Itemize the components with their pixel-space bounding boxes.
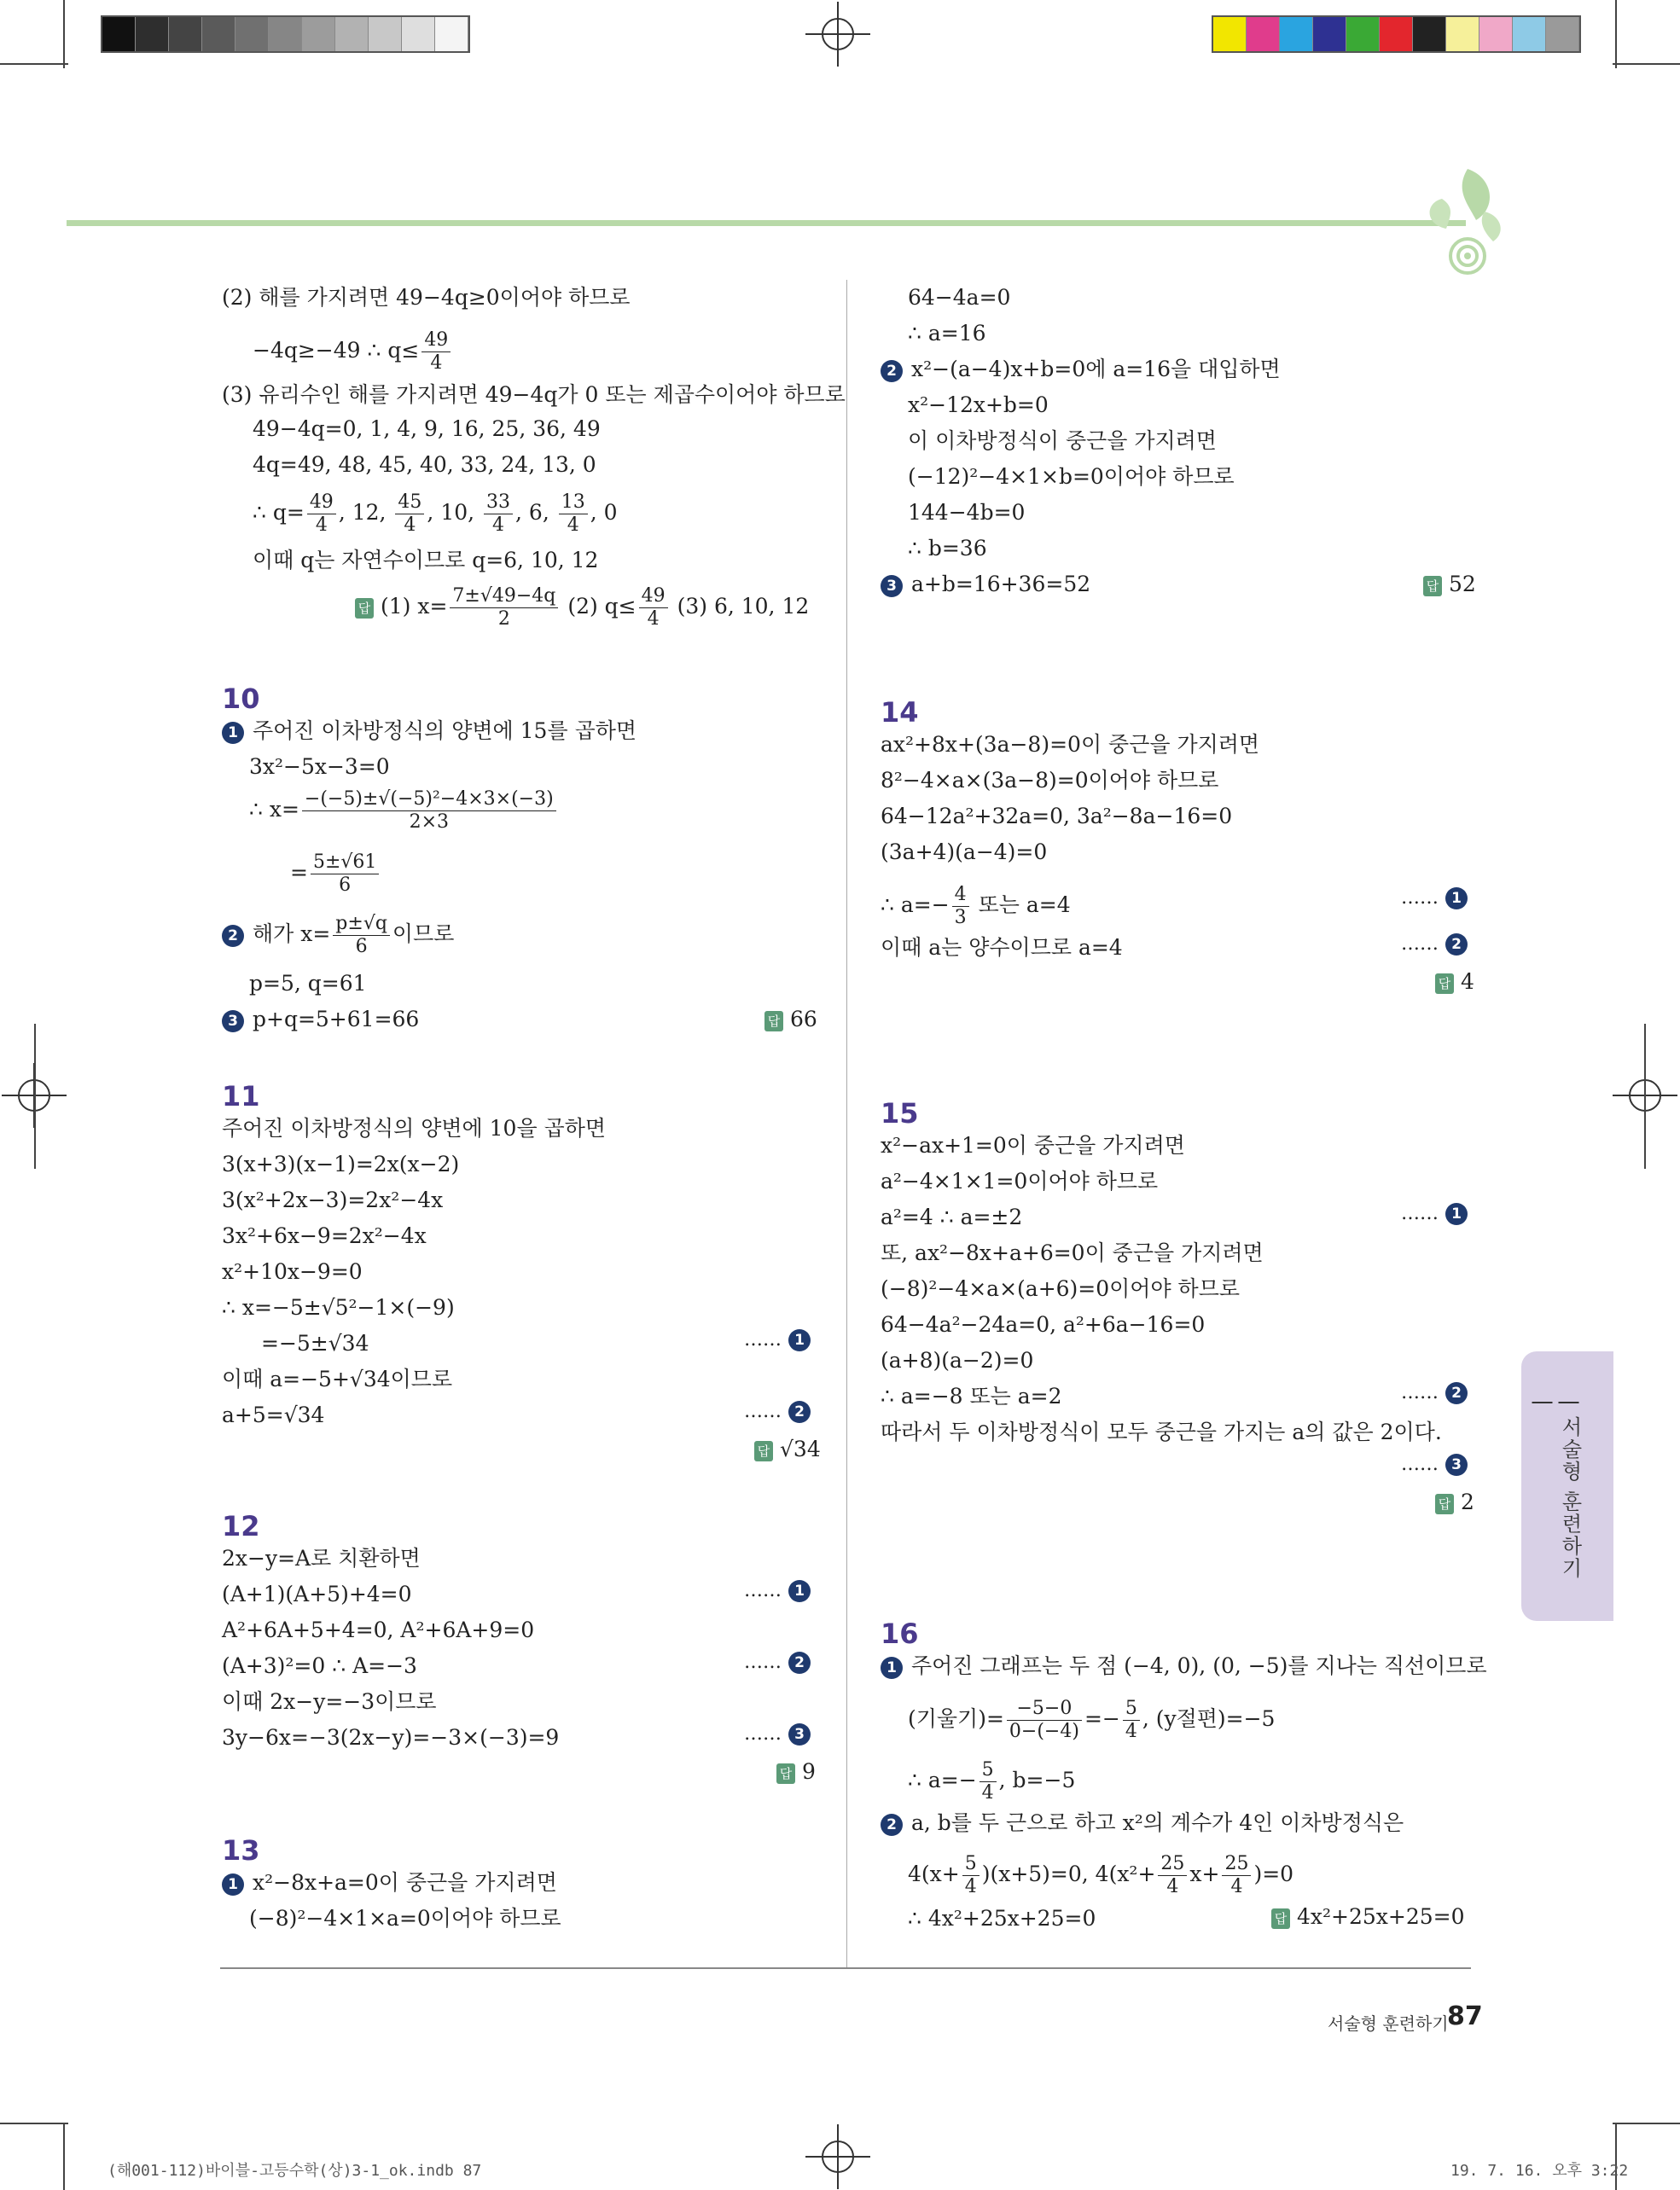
text-line <box>222 1005 419 1034</box>
color-swatch <box>335 17 369 51</box>
fraction-denominator: 4 <box>315 514 328 536</box>
fraction-denominator: 3 <box>954 907 967 928</box>
crop-mark <box>0 2123 68 2124</box>
step-marker <box>1401 1454 1468 1476</box>
color-swatch <box>1247 17 1280 51</box>
fraction-denominator: 4 <box>1166 1876 1179 1897</box>
text-span: 해가 x= <box>253 921 331 946</box>
text-line: x²−ax+1=0이 중근을 가지려면 <box>881 1133 1185 1158</box>
answer-value: √34 <box>780 1437 821 1461</box>
text-line <box>881 570 1090 599</box>
text-span: 4(x+ <box>908 1862 960 1886</box>
text-line: ∴ 4x²+25x+25=0 <box>908 1906 1096 1931</box>
text-line: 4q=49, 48, 45, 40, 33, 24, 13, 0 <box>253 452 596 477</box>
text-line: 64−12a²+32a=0, 3a²−8a−16=0 <box>881 804 1233 828</box>
answer-icon: 답 <box>776 1763 795 1784</box>
text-line: 64−4a=0 <box>908 285 1011 310</box>
step-marker <box>744 1580 811 1602</box>
color-swatch <box>435 17 468 51</box>
fraction-denominator: 2 <box>497 608 510 630</box>
dots: …… <box>744 1401 782 1422</box>
fraction-numerator: 5±√61 <box>311 851 379 874</box>
text-line <box>881 884 1071 929</box>
fraction-denominator: 6 <box>339 874 352 896</box>
answer-value: 4 <box>1461 969 1474 994</box>
step-badge: 2 <box>788 1652 811 1674</box>
fraction-denominator: 2×3 <box>409 811 450 833</box>
dots: …… <box>744 1580 782 1601</box>
fraction <box>450 585 558 630</box>
text-span: x²−(a−4)x+b=0에 a=16을 대입하면 <box>911 357 1281 381</box>
step-marker <box>744 1401 811 1423</box>
answer-value: 4x²+25x+25=0 <box>1297 1904 1465 1929</box>
text-line: x²+10x−9=0 <box>222 1259 363 1284</box>
text-span: (2) q≤ <box>561 594 637 619</box>
fraction-numerator: 5 <box>1123 1698 1140 1721</box>
text-line: a+5=√34 <box>222 1403 325 1427</box>
step-marker <box>1401 887 1468 909</box>
text-span: )(x+5)=0, 4(x²+ <box>981 1862 1156 1886</box>
text-line: (−8)²−4×1×a=0이어야 하므로 <box>249 1906 561 1931</box>
dots: …… <box>744 1652 782 1673</box>
step-badge: 2 <box>1445 1382 1468 1404</box>
text-span: =− <box>1084 1706 1120 1731</box>
problem-number: 13 <box>222 1834 260 1867</box>
text-span: 주어진 그래프는 두 점 (−4, 0), (0, −5)를 지나는 직선이므로 <box>911 1653 1487 1678</box>
problem-number: 10 <box>222 683 260 715</box>
answer-icon: 답 <box>355 598 374 619</box>
answer-line <box>1435 969 1474 994</box>
text-line: ∴ a=−8 또는 a=2 <box>881 1384 1062 1409</box>
fraction <box>980 1759 997 1804</box>
text-line <box>290 851 381 897</box>
column-divider <box>846 280 847 1969</box>
problem-number: 16 <box>881 1618 919 1650</box>
text-line <box>881 1652 1487 1681</box>
answer-icon: 답 <box>764 1011 783 1031</box>
text-line: 따라서 두 이차방정식이 모두 중근을 가지는 a의 값은 2이다. <box>881 1420 1442 1444</box>
color-swatch <box>202 17 235 51</box>
fraction <box>395 491 424 537</box>
text-line: 이때 q는 자연수이므로 q=6, 10, 12 <box>253 548 599 572</box>
color-swatch <box>1479 17 1513 51</box>
slug-date: 19. 7. 16. 오후 3:22 <box>1450 2162 1629 2180</box>
fraction <box>1123 1698 1140 1743</box>
step-badge: 2 <box>1445 933 1468 956</box>
fraction-numerator: p±√q <box>333 913 390 936</box>
color-swatch <box>169 17 202 51</box>
fraction <box>302 788 556 834</box>
fraction-denominator: 4 <box>492 514 505 536</box>
step-badge: 1 <box>222 1873 244 1896</box>
grayscale-color-bar <box>101 15 470 53</box>
fraction-numerator: 33 <box>484 491 513 514</box>
footer-rule <box>220 1967 1471 1969</box>
text-line: 이때 a=−5+√34이므로 <box>222 1367 453 1391</box>
text-span: a, b를 두 근으로 하고 x²의 계수가 4인 이차방정식은 <box>911 1810 1404 1835</box>
fraction <box>307 491 336 537</box>
fraction-numerator: 49 <box>307 491 336 514</box>
text-line <box>222 913 454 958</box>
text-line: 주어진 이차방정식의 양변에 10을 곱하면 <box>222 1116 606 1141</box>
fraction-numerator: 7±√49−4q <box>450 585 558 608</box>
answer-line <box>355 585 809 630</box>
text-line: (2) 해를 가지려면 49−4q≥0이어야 하므로 <box>222 285 631 310</box>
answer-icon: 답 <box>1271 1908 1290 1929</box>
text-line: 49−4q=0, 1, 4, 9, 16, 25, 36, 49 <box>253 416 601 441</box>
text-line: ax²+8x+(3a−8)=0이 중근을 가지려면 <box>881 732 1260 757</box>
crop-mark <box>1613 2123 1680 2124</box>
step-badge: 1 <box>788 1329 811 1351</box>
text-line: x²−12x+b=0 <box>908 392 1049 417</box>
step-marker <box>744 1329 811 1351</box>
fraction-numerator: 25 <box>1158 1853 1187 1876</box>
text-line: 3(x²+2x−3)=2x²−4x <box>222 1188 444 1212</box>
step-badge: 3 <box>881 575 903 597</box>
crop-mark <box>63 0 65 68</box>
text-span: 주어진 이차방정식의 양변에 15를 곱하면 <box>253 718 637 743</box>
color-swatch <box>1413 17 1446 51</box>
text-line: a²=4 ∴ a=±2 <box>881 1205 1023 1229</box>
text-span: ∴ a=− <box>908 1768 977 1792</box>
answer-value: 66 <box>790 1007 817 1031</box>
text-span: ∴ a=− <box>881 892 950 917</box>
chapter-side-tab-label: | 서술형 훈련하기 | <box>1532 1399 1582 1580</box>
fraction-numerator: −5−0 <box>1007 1698 1082 1721</box>
text-line: (3) 유리수인 해를 가지려면 49−4q가 0 또는 제곱수이어야 하므로 <box>222 382 846 407</box>
side-crop-mark <box>1644 1024 1646 1169</box>
text-span: , b=−5 <box>998 1768 1076 1792</box>
process-color-bar <box>1212 15 1581 53</box>
step-badge: 2 <box>881 1814 903 1836</box>
text-line: (−8)²−4×a×(a+6)=0이어야 하므로 <box>881 1276 1240 1301</box>
color-swatch <box>402 17 435 51</box>
fraction-denominator: 4 <box>567 514 579 536</box>
fraction-numerator: 49 <box>639 585 668 608</box>
answer-icon: 답 <box>754 1441 773 1461</box>
fraction <box>952 884 969 929</box>
text-line: ∴ x=−5±√5²−1×(−9) <box>222 1295 455 1320</box>
color-swatch <box>1346 17 1380 51</box>
text-line: (−12)²−4×1×b=0이어야 하므로 <box>908 464 1235 489</box>
dots: …… <box>744 1329 782 1351</box>
fraction-denominator: 4 <box>404 514 416 536</box>
step-badge: 2 <box>222 925 244 947</box>
problem-number: 11 <box>222 1080 260 1112</box>
text-span: −4q≥−49 ∴ q≤ <box>253 338 420 363</box>
text-line <box>249 788 559 834</box>
color-swatch <box>235 17 269 51</box>
step-badge: 3 <box>788 1723 811 1746</box>
text-span: 이므로 <box>392 921 455 946</box>
answer-icon: 답 <box>1423 576 1442 596</box>
fraction <box>333 913 390 958</box>
text-span: p+q=5+61=66 <box>253 1007 420 1031</box>
problem-number: 14 <box>881 696 919 729</box>
step-marker <box>744 1652 811 1674</box>
fraction-numerator: 4 <box>952 884 969 907</box>
text-line <box>222 1868 557 1897</box>
text-line: (3a+4)(a−4)=0 <box>881 839 1048 864</box>
text-line <box>908 1698 1275 1743</box>
problem-number: 12 <box>222 1510 260 1542</box>
fraction-denominator: 0−(−4) <box>1009 1721 1079 1742</box>
text-span: , 0 <box>590 500 618 525</box>
crop-mark <box>0 63 68 65</box>
leaf-swirl-icon <box>1416 160 1510 280</box>
text-span: = <box>290 860 308 885</box>
step-badge: 1 <box>881 1657 903 1679</box>
text-span: (3) 6, 10, 12 <box>670 594 810 619</box>
answer-value: 52 <box>1449 572 1476 596</box>
color-swatch <box>1546 17 1579 51</box>
fraction <box>1158 1853 1187 1898</box>
text-span: )=0 <box>1253 1862 1294 1886</box>
fraction-denominator: 4 <box>1230 1876 1243 1897</box>
text-line <box>881 355 1281 384</box>
text-line: 3x²−5x−3=0 <box>249 754 390 779</box>
text-line: 2x−y=A로 치환하면 <box>222 1546 421 1571</box>
text-span: ∴ x= <box>249 797 299 822</box>
answer-line <box>1435 1490 1474 1514</box>
step-badge: 1 <box>1445 887 1468 909</box>
text-line: 3x²+6x−9=2x²−4x <box>222 1223 427 1248</box>
fraction-denominator: 4 <box>964 1876 977 1897</box>
text-line: (a+8)(a−2)=0 <box>881 1348 1034 1373</box>
answer-line <box>1423 572 1476 596</box>
step-marker <box>1401 1203 1468 1225</box>
color-swatch <box>1313 17 1346 51</box>
color-swatch <box>269 17 302 51</box>
color-swatch <box>1380 17 1413 51</box>
answer-icon: 답 <box>1435 1494 1454 1514</box>
text-line: 144−4b=0 <box>908 500 1026 525</box>
text-line <box>881 1809 1404 1838</box>
text-line <box>253 491 618 537</box>
fraction <box>421 329 451 375</box>
color-swatch <box>369 17 402 51</box>
step-marker <box>744 1723 811 1746</box>
text-line: 3y−6x=−3(2x−y)=−3×(−3)=9 <box>222 1725 560 1750</box>
color-swatch <box>1280 17 1313 51</box>
text-line: A²+6A+5+4=0, A²+6A+9=0 <box>222 1618 535 1642</box>
text-span: 또는 a=4 <box>971 892 1071 917</box>
side-crop-mark <box>34 1024 36 1169</box>
crop-mark <box>1615 0 1617 68</box>
text-line <box>222 717 637 746</box>
text-span: x²−8x+a=0이 중근을 가지려면 <box>253 1870 557 1895</box>
fraction-denominator: 4 <box>981 1782 994 1804</box>
text-span: (기울기)= <box>908 1706 1004 1731</box>
registration-mark-icon <box>805 2 870 67</box>
fraction-numerator: 45 <box>395 491 424 514</box>
step-marker <box>1401 933 1468 956</box>
color-swatch <box>1446 17 1479 51</box>
footer-label: 서술형 훈련하기 <box>1328 2013 1449 2034</box>
text-line: (A+3)²=0 ∴ A=−3 <box>222 1653 417 1678</box>
color-swatch <box>1213 17 1247 51</box>
text-span: (1) x= <box>381 594 448 619</box>
step-badge: 1 <box>788 1580 811 1602</box>
fraction <box>559 491 588 537</box>
text-line: 이 이차방정식이 중근을 가지려면 <box>908 428 1217 453</box>
fraction <box>1222 1853 1251 1898</box>
step-badge: 1 <box>222 722 244 744</box>
fraction-numerator: 25 <box>1222 1853 1251 1876</box>
step-badge: 3 <box>1445 1454 1468 1476</box>
text-span: , 12, <box>338 500 393 525</box>
color-swatch <box>102 17 136 51</box>
answer-line <box>764 1007 817 1031</box>
text-line <box>253 329 453 375</box>
answer-line <box>1271 1904 1465 1929</box>
text-line: a²−4×1×1=0이어야 하므로 <box>881 1169 1159 1194</box>
crop-mark <box>1613 63 1680 65</box>
step-badge: 2 <box>788 1401 811 1423</box>
problem-number: 15 <box>881 1097 919 1130</box>
header-rule <box>67 220 1466 226</box>
color-swatch <box>1513 17 1546 51</box>
text-span: a+b=16+36=52 <box>911 572 1091 596</box>
fraction <box>962 1853 980 1898</box>
text-line: ∴ a=16 <box>908 321 986 346</box>
fraction <box>639 585 668 630</box>
step-marker <box>1401 1382 1468 1404</box>
text-span: , (y절편)=−5 <box>1142 1706 1276 1731</box>
text-line: 이때 a는 양수이므로 a=4 <box>881 935 1123 960</box>
fraction-denominator: 6 <box>355 936 368 957</box>
text-line: 3(x+3)(x−1)=2x(x−2) <box>222 1152 460 1176</box>
fraction <box>311 851 379 897</box>
answer-value: 9 <box>802 1759 816 1784</box>
answer-line <box>754 1437 821 1461</box>
fraction-numerator: 5 <box>962 1853 980 1876</box>
text-line <box>908 1759 1075 1804</box>
dots: …… <box>1401 933 1439 955</box>
text-span: , 6, <box>515 500 556 525</box>
text-span: x+ <box>1189 1862 1220 1886</box>
dots: …… <box>1401 1203 1439 1224</box>
color-swatch <box>136 17 169 51</box>
dots: …… <box>1401 1382 1439 1403</box>
crop-mark <box>63 2124 65 2190</box>
text-span: ∴ q= <box>253 500 305 525</box>
text-line: 또, ax²−8x+a+6=0이 중근을 가지려면 <box>881 1240 1264 1265</box>
text-line: (A+1)(A+5)+4=0 <box>222 1582 412 1606</box>
text-line: p=5, q=61 <box>249 971 367 996</box>
fraction-denominator: 4 <box>1125 1721 1137 1742</box>
step-badge: 2 <box>881 360 903 382</box>
fraction-numerator: 5 <box>980 1759 997 1782</box>
fraction-denominator: 4 <box>430 352 443 374</box>
text-line: ∴ b=36 <box>908 536 987 561</box>
text-line: =−5±√34 <box>261 1331 369 1356</box>
registration-mark-icon <box>805 2124 870 2189</box>
answer-icon: 답 <box>1435 973 1454 994</box>
text-line: 8²−4×a×(3a−8)=0이어야 하므로 <box>881 768 1219 793</box>
text-line: 이때 2x−y=−3이므로 <box>222 1689 437 1714</box>
answer-line <box>776 1759 816 1784</box>
answer-value: 2 <box>1461 1490 1474 1514</box>
text-line: 64−4a²−24a=0, a²+6a−16=0 <box>881 1312 1206 1337</box>
fraction <box>484 491 513 537</box>
text-line <box>908 1853 1293 1898</box>
color-swatch <box>302 17 335 51</box>
dots: …… <box>744 1723 782 1745</box>
page-number: 87 <box>1447 2001 1483 2031</box>
fraction-denominator: 4 <box>647 608 660 630</box>
fraction-numerator: 49 <box>421 329 451 352</box>
fraction <box>1007 1698 1082 1743</box>
step-badge: 1 <box>1445 1203 1468 1225</box>
dots: …… <box>1401 887 1439 909</box>
slug-file: (해001-112)바이블-고등수학(상)3-1_ok.indb 87 <box>108 2162 482 2180</box>
fraction-numerator: 13 <box>559 491 588 514</box>
fraction-numerator: −(−5)±√(−5)²−4×3×(−3) <box>302 788 556 811</box>
dots: …… <box>1401 1454 1439 1475</box>
step-badge: 3 <box>222 1010 244 1032</box>
text-span: , 10, <box>427 500 482 525</box>
